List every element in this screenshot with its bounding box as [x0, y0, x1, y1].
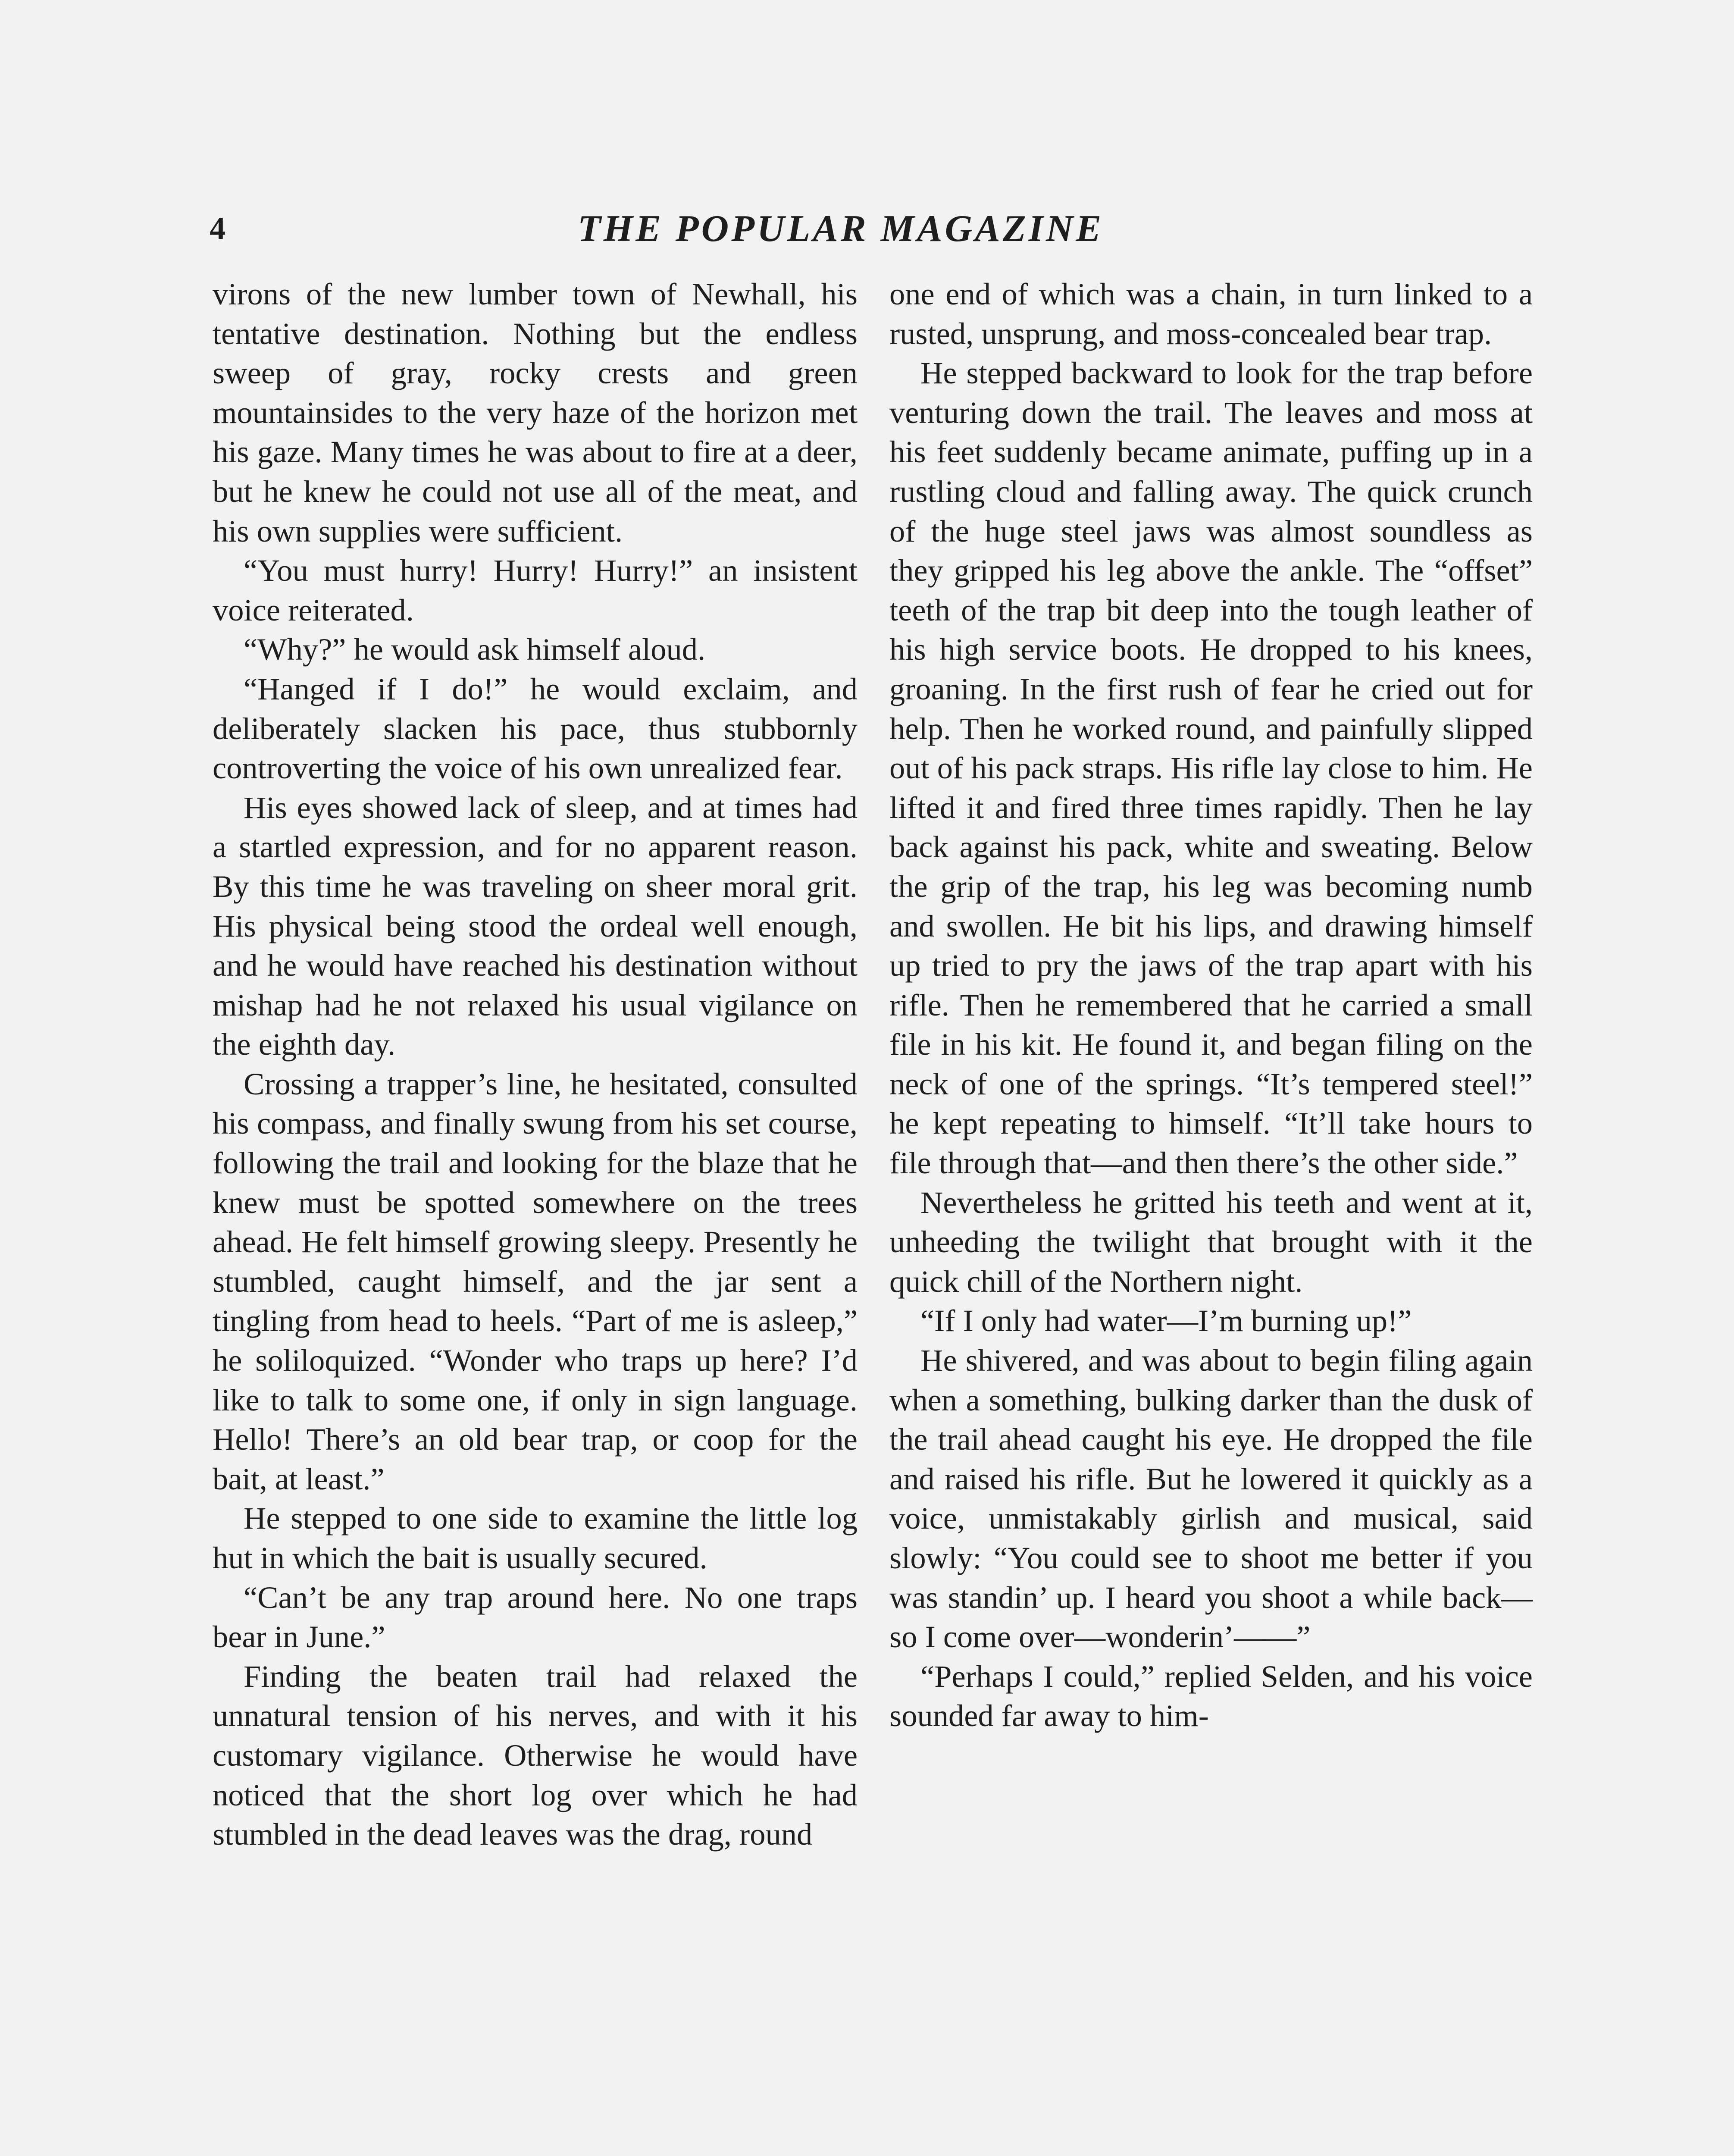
paragraph: “You must hurry! Hurry! Hurry!” an insistent voice reiterated.: [213, 553, 858, 627]
paragraph: Crossing a trapper’s line, he hesitated, consulted his compass, and finally swung from his set course, following the trail and looking for the blaze that he knew must be spotted somewhere on the trees ahead. He felt himself growing sleepy. Presently he stumbled, caught himself, and the jar sent a tingling from head to heels. “Part of me is asleep,” he soliloquized. “Wonder who traps up here? I’d like to talk to some one, if only in sign language. Hello! There’s an old bear trap, or coop for the bait, at least.”: [213, 1066, 858, 1496]
right-text-column: [889, 274, 1533, 1736]
paragraph: “Can’t be any trap around here. No one traps bear in June.”: [213, 1579, 858, 1655]
paragraph: Finding the beaten trail had relaxed the unnatural tension of his nerves, and with it his customary vigilance. Otherwise he would have noticed that the short log over which he had stumbled in the dead leaves was the drag, round: [213, 1658, 858, 1852]
paragraph: He stepped to one side to examine the little log hut in which the bait is usually secured.: [213, 1501, 858, 1575]
paragraph: He shivered, and was about to begin filing again when a something, bulking darker than the dusk of the trail ahead caught his eye. He dropped the file and raised his rifle. But he lowered it quickly as a voice, unmistakably girlish and musical, said slowly: “You could see to shoot me better if you was standin’ up. I heard you shoot a while back—so I come over—wonderin’——”: [889, 1343, 1533, 1655]
paragraph: virons of the new lumber town of Newhall, his tentative destination. Nothing but the endless sweep of gray, rocky crests and green mountainsides to the very haze of the horizon met his gaze. Many times he was about to fire at a deer, but he knew he could not use all of the meat, and his own supplies were sufficient.: [213, 276, 858, 548]
paragraph: He stepped backward to look for the trap before venturing down the trail. The leaves and moss at his feet suddenly became animate, puffing up in a rustling cloud and falling away. The quick crunch of the huge steel jaws was almost soundless as they gripped his leg above the ankle. The “offset” teeth of the trap bit deep into the tough leather of his high service boots. He dropped to his knees, groaning. In the first rush of fear he cried out for help. Then he worked round, and painfully slipped out of his pack straps. His rifle lay close to him. He lifted it and fired three times rapidly. Then he lay back against his pack, white and sweating. Below the grip of the trap, his leg was becoming numb and swollen. He bit his lips, and drawing himself up tried to pry the jaws of the trap apart with his rifle. Then he remembered that he carried a small file in his kit. He found it, and began filing on the neck of one of the springs. “It’s tempered steel!” he kept repeating to himself. “It’ll take hours to file through that—and then there’s the other side.”: [889, 355, 1533, 1181]
paragraph: “Hanged if I do!” he would exclaim, and deliberately slacken his pace, thus stubbornly controverting the voice of his own unrealized fear.: [213, 671, 858, 786]
paragraph: Nevertheless he gritted his teeth and went at it, unheeding the twilight that brought with it the quick chill of the Northern night.: [889, 1185, 1533, 1299]
paragraph: “Why?” he would ask himself aloud.: [244, 632, 706, 667]
left-text-column: [213, 274, 858, 1854]
paragraph: “Perhaps I could,” replied Selden, and his voice sounded far away to him-: [889, 1658, 1533, 1733]
paragraph: “If I only had water—I’m burning up!”: [920, 1303, 1412, 1338]
page-number: 4: [210, 211, 225, 246]
running-title: THE POPULAR MAGAZINE: [578, 208, 1104, 250]
paragraph: one end of which was a chain, in turn linked to a rusted, unsprung, and moss-concealed bear trap.: [889, 276, 1533, 351]
paragraph: His eyes showed lack of sleep, and at times had a startled expression, and for no apparent reason. By this time he was traveling on sheer moral grit. His physical being stood the ordeal well enough, and he would have reached his destination without mishap had he not relaxed his usual vigilance on the eighth day.: [213, 790, 858, 1062]
